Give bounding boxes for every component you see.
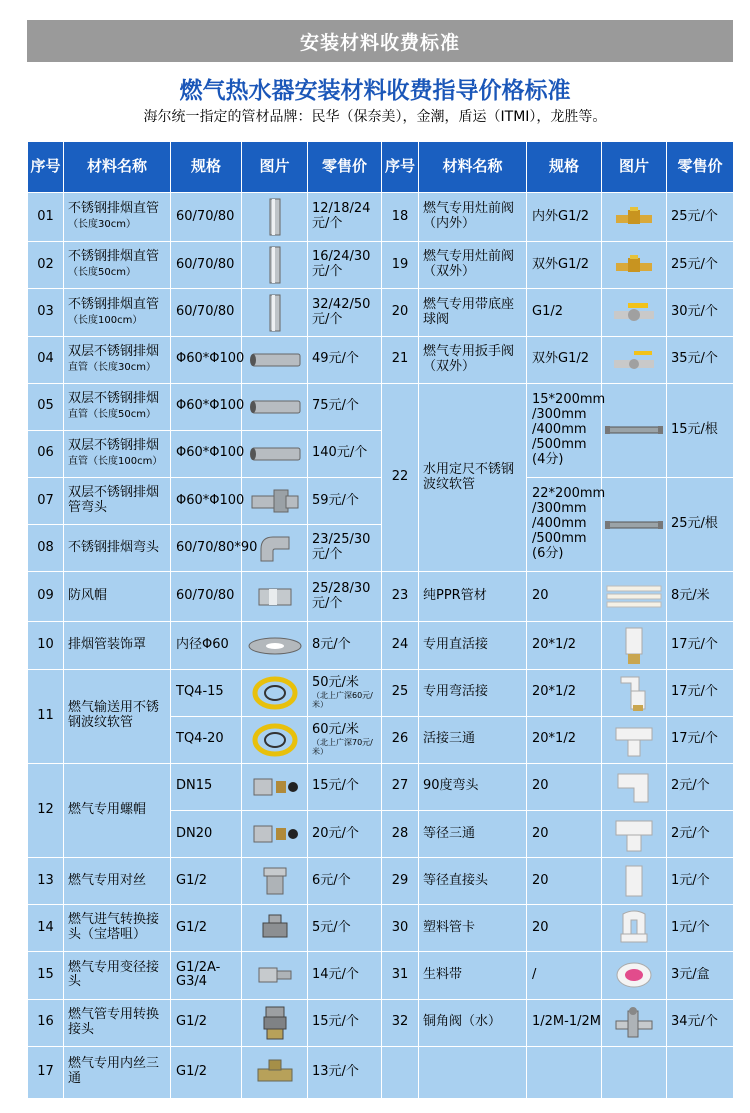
item-name: 双层不锈钢排烟管弯头 [64, 478, 171, 525]
item-price: 23/25/30元/个 [308, 525, 382, 572]
item-name: 专用弯活接 [419, 669, 527, 716]
header-no: 序号 [28, 142, 64, 193]
item-name: 燃气专用变径接头 [64, 952, 171, 999]
item-price: 2元/个 [667, 811, 734, 858]
steel-pipe-image [242, 289, 308, 336]
item-name: 排烟管装饰罩 [64, 622, 171, 669]
item-name: 燃气输送用不锈钢波纹软管 [64, 669, 171, 763]
row-no: 26 [382, 716, 419, 763]
row-no: 01 [28, 193, 64, 242]
item-spec: 60/70/80*90 [171, 525, 242, 572]
row-no: 06 [28, 430, 64, 477]
item-name: 燃气专用灶前阀（双外） [419, 242, 527, 289]
empty-cell [382, 1046, 419, 1098]
empty-cell [527, 1046, 602, 1098]
item-name: 不锈钢排烟直管 （长度30cm） [64, 193, 171, 242]
empty-cell [419, 1046, 527, 1098]
item-name: 燃气专用内丝三通 [64, 1046, 171, 1098]
row-no: 31 [382, 952, 419, 999]
nut-image [242, 811, 308, 858]
item-name: 燃气进气转换接头（宝塔咀） [64, 905, 171, 952]
row-no: 02 [28, 242, 64, 289]
row-no: 32 [382, 999, 419, 1046]
table-row [28, 572, 734, 622]
header-pic: 图片 [242, 142, 308, 193]
union-tee-image [602, 716, 667, 763]
item-name: 不锈钢排烟直管 （长度100cm） [64, 289, 171, 336]
item-spec: 60/70/80 [171, 193, 242, 242]
table-row [28, 669, 734, 716]
empty-cell [602, 1046, 667, 1098]
item-spec: 22*200mm /300mm /400mm /500mm (6分) [527, 478, 602, 572]
item-name: 纯PPR管材 [419, 572, 527, 622]
table-header-row [28, 142, 734, 193]
empty-cell [667, 1046, 734, 1098]
item-name: 燃气专用带底座球阀 [419, 289, 527, 336]
row-no: 05 [28, 383, 64, 430]
corrugated-hose-image [602, 383, 667, 477]
table-row [28, 763, 734, 810]
table-row [28, 383, 734, 430]
row-no: 12 [28, 763, 64, 857]
header-name-right: 材料名称 [419, 142, 527, 193]
item-spec: 1/2M-1/2M [527, 999, 602, 1046]
straight-union-image [602, 622, 667, 669]
item-spec: / [527, 952, 602, 999]
row-no: 10 [28, 622, 64, 669]
item-name: 生料带 [419, 952, 527, 999]
item-spec: 20*1/2 [527, 622, 602, 669]
row-no: 22 [382, 383, 419, 572]
row-no: 18 [382, 193, 419, 242]
item-name: 不锈钢排烟直管 （长度50cm） [64, 242, 171, 289]
row-no: 28 [382, 811, 419, 858]
item-spec: DN20 [171, 811, 242, 858]
item-spec: G1/2 [171, 905, 242, 952]
ball-valve-image [602, 289, 667, 336]
row-no: 20 [382, 289, 419, 336]
header-name: 材料名称 [64, 142, 171, 193]
elbow-union-image [602, 669, 667, 716]
table-row [28, 858, 734, 905]
row-no: 04 [28, 336, 64, 383]
double-pipe-image [242, 430, 308, 477]
header-price-right: 零售价 [667, 142, 734, 193]
item-price: 6元/个 [308, 858, 382, 905]
barb-adapter-image [242, 905, 308, 952]
item-price: 15元/根 [667, 383, 734, 477]
page-subtitle: 海尔统一指定的管材品牌：民华（保奈美），金潮，盾运（ITMI），龙胜等。 [143, 109, 607, 125]
item-price: 16/24/30元/个 [308, 242, 382, 289]
item-price: 3元/盒 [667, 952, 734, 999]
item-price: 17元/个 [667, 669, 734, 716]
price-table [27, 141, 734, 1099]
brass-valve-image [602, 193, 667, 242]
item-name: 铜角阀（水） [419, 999, 527, 1046]
ring-cover-image [242, 622, 308, 669]
item-name: 燃气专用螺帽 [64, 763, 171, 857]
item-name: 等径直接头 [419, 858, 527, 905]
row-no: 21 [382, 336, 419, 383]
item-price: 14元/个 [308, 952, 382, 999]
item-name: 不锈钢排烟弯头 [64, 525, 171, 572]
item-price: 8元/个 [308, 622, 382, 669]
ppr-pipes-image [602, 572, 667, 622]
wind-cap-image [242, 572, 308, 622]
item-name: 90度弯头 [419, 763, 527, 810]
item-spec: G1/2 [527, 289, 602, 336]
item-spec: Φ60*Φ100 [171, 430, 242, 477]
header-spec-right: 规格 [527, 142, 602, 193]
item-name: 双层不锈钢排烟 直管（长度50cm） [64, 383, 171, 430]
angle-valve-image [602, 999, 667, 1046]
table-row [28, 242, 734, 289]
item-name: 燃气专用对丝 [64, 858, 171, 905]
tee-fitting-image [242, 1046, 308, 1098]
item-spec: 60/70/80 [171, 242, 242, 289]
item-price: 17元/个 [667, 716, 734, 763]
item-price: 15元/个 [308, 999, 382, 1046]
item-name: 双层不锈钢排烟 直管（长度30cm） [64, 336, 171, 383]
item-price: 8元/米 [667, 572, 734, 622]
item-price: 25元/个 [667, 242, 734, 289]
row-no: 11 [28, 669, 64, 763]
table-row [28, 289, 734, 336]
item-spec: 60/70/80 [171, 572, 242, 622]
nipple-image [242, 858, 308, 905]
lever-valve-image [602, 336, 667, 383]
item-price: 50元/米 （北上广深60元/米） [308, 669, 382, 716]
item-spec: 20 [527, 763, 602, 810]
item-spec: Φ60*Φ100 [171, 383, 242, 430]
header-price: 零售价 [308, 142, 382, 193]
row-no: 15 [28, 952, 64, 999]
page-title: 燃气热水器安装材料收费指导价格标准 [179, 78, 571, 104]
item-price: 30元/个 [667, 289, 734, 336]
double-pipe-image [242, 383, 308, 430]
item-spec: G1/2 [171, 999, 242, 1046]
reducer-image [242, 952, 308, 999]
adapter-image [242, 999, 308, 1046]
item-spec: G1/2 [171, 1046, 242, 1098]
item-price: 2元/个 [667, 763, 734, 810]
item-name: 燃气专用扳手阀（双外） [419, 336, 527, 383]
item-spec: TQ4-15 [171, 669, 242, 716]
item-spec: 20 [527, 858, 602, 905]
item-name: 塑料管卡 [419, 905, 527, 952]
coupling-image [602, 858, 667, 905]
table-row [28, 1046, 734, 1098]
item-spec: 20 [527, 572, 602, 622]
row-no: 17 [28, 1046, 64, 1098]
item-spec: G1/2 [171, 858, 242, 905]
row-no: 23 [382, 572, 419, 622]
double-pipe-image [242, 336, 308, 383]
item-price: 140元/个 [308, 430, 382, 477]
item-price: 15元/个 [308, 763, 382, 810]
header-spec: 规格 [171, 142, 242, 193]
table-row [28, 952, 734, 999]
row-no: 08 [28, 525, 64, 572]
item-spec: TQ4-20 [171, 716, 242, 763]
item-spec: 内径Φ60 [171, 622, 242, 669]
item-name: 燃气专用灶前阀（内外） [419, 193, 527, 242]
item-spec: Φ60*Φ100 [171, 336, 242, 383]
table-row [28, 622, 734, 669]
item-name: 防风帽 [64, 572, 171, 622]
nut-image [242, 763, 308, 810]
row-no: 07 [28, 478, 64, 525]
row-no: 30 [382, 905, 419, 952]
elbow-pipe-image [242, 478, 308, 525]
item-price: 59元/个 [308, 478, 382, 525]
item-spec: 内外G1/2 [527, 193, 602, 242]
item-spec: 双外G1/2 [527, 336, 602, 383]
item-price: 32/42/50元/个 [308, 289, 382, 336]
row-no: 19 [382, 242, 419, 289]
steel-pipe-image [242, 242, 308, 289]
item-price: 12/18/24元/个 [308, 193, 382, 242]
row-no: 25 [382, 669, 419, 716]
row-no: 13 [28, 858, 64, 905]
table-row [28, 478, 734, 525]
item-spec: 15*200mm /300mm /400mm /500mm (4分) [527, 383, 602, 477]
row-no: 24 [382, 622, 419, 669]
elbow-90-image [602, 763, 667, 810]
table-row [28, 336, 734, 383]
row-no: 03 [28, 289, 64, 336]
item-spec: 20 [527, 905, 602, 952]
item-price: 34元/个 [667, 999, 734, 1046]
item-spec: 20*1/2 [527, 669, 602, 716]
pipe-clip-image [602, 905, 667, 952]
yellow-hose-image [242, 669, 308, 716]
item-price: 75元/个 [308, 383, 382, 430]
corrugated-hose-image [602, 478, 667, 572]
item-price: 35元/个 [667, 336, 734, 383]
row-no: 27 [382, 763, 419, 810]
steel-pipe-image [242, 193, 308, 242]
item-name: 活接三通 [419, 716, 527, 763]
item-price: 5元/个 [308, 905, 382, 952]
table-row [28, 905, 734, 952]
row-no: 29 [382, 858, 419, 905]
item-spec: 20 [527, 811, 602, 858]
row-no: 09 [28, 572, 64, 622]
item-price: 17元/个 [667, 622, 734, 669]
section-banner: 安装材料收费标准 [27, 20, 733, 62]
item-price: 1元/个 [667, 905, 734, 952]
item-price: 20元/个 [308, 811, 382, 858]
yellow-hose-image [242, 716, 308, 763]
item-spec: G1/2A-G3/4 [171, 952, 242, 999]
item-price: 49元/个 [308, 336, 382, 383]
item-price: 13元/个 [308, 1046, 382, 1098]
table-row [28, 193, 734, 242]
item-price: 25/28/30元/个 [308, 572, 382, 622]
item-price: 25元/根 [667, 478, 734, 572]
item-spec: 双外G1/2 [527, 242, 602, 289]
item-name: 专用直活接 [419, 622, 527, 669]
brass-valve-image [602, 242, 667, 289]
header-no-right: 序号 [382, 142, 419, 193]
item-name: 燃气管专用转换接头 [64, 999, 171, 1046]
table-row [28, 999, 734, 1046]
item-spec: DN15 [171, 763, 242, 810]
item-name: 等径三通 [419, 811, 527, 858]
item-name: 水用定尺不锈钢波纹软管 [419, 383, 527, 572]
tee-image [602, 811, 667, 858]
header-pic-right: 图片 [602, 142, 667, 193]
ptfe-tape-image [602, 952, 667, 999]
item-spec: Φ60*Φ100 [171, 478, 242, 525]
item-price: 25元/个 [667, 193, 734, 242]
item-name: 双层不锈钢排烟 直管（长度100cm） [64, 430, 171, 477]
item-price: 60元/米 （北上广深70元/米） [308, 716, 382, 763]
item-spec: 20*1/2 [527, 716, 602, 763]
item-spec: 60/70/80 [171, 289, 242, 336]
row-no: 14 [28, 905, 64, 952]
row-no: 16 [28, 999, 64, 1046]
item-price: 1元/个 [667, 858, 734, 905]
